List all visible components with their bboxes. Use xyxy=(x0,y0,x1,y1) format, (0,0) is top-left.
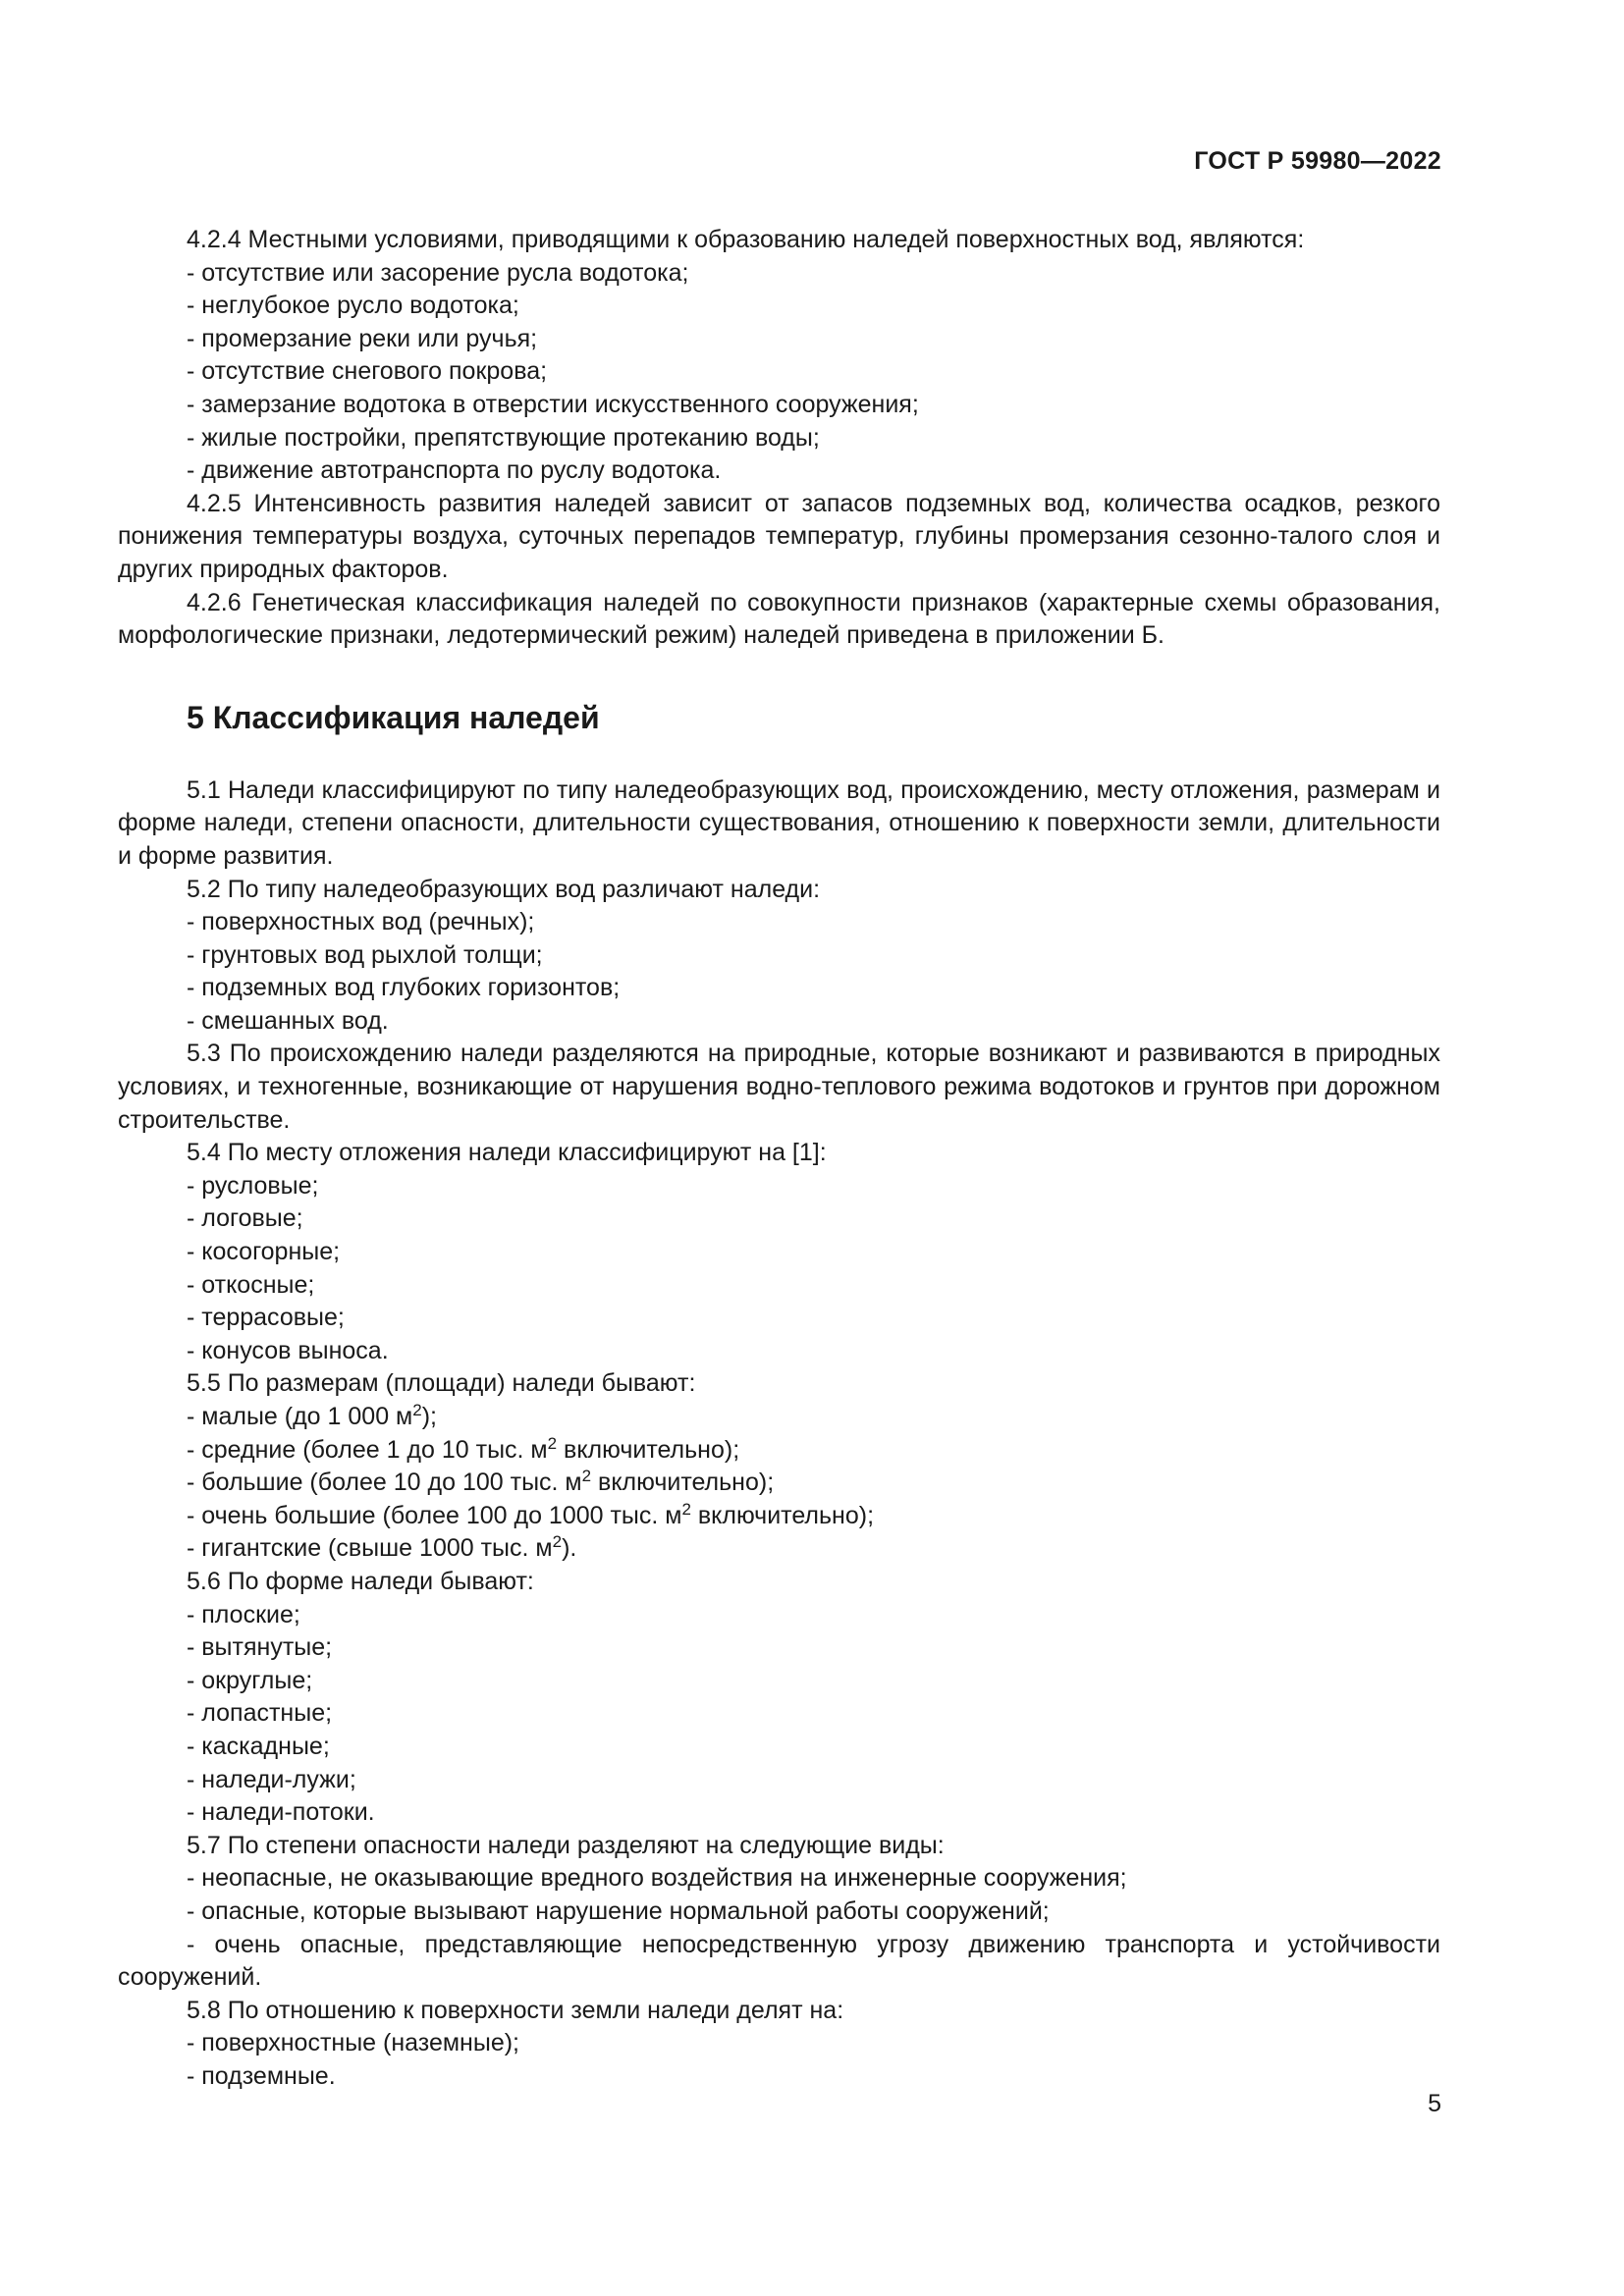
clause-5-2-intro: 5.2 По типу наледеобразующих вод различают наледи: xyxy=(187,875,821,903)
list-item: - поверхностных вод (речных); xyxy=(187,908,535,936)
list-item: - промерзание реки или ручья; xyxy=(187,324,538,352)
clause-5-7-intro: 5.7 По степени опасности наледи разделяют на следующие виды: xyxy=(187,1831,945,1859)
list-item: - вытянутые; xyxy=(187,1633,333,1662)
clause-4-2-6: 4.2.6 Генетическая классификация наледей по совокупности признаков (характерные схемы образования, морфологические признаки, ледотермический режим) наледей приведена в приложении Б. xyxy=(118,588,1440,650)
list-item: - очень большие (более 100 до 1000 тыс. $м^2$ включительно); xyxy=(187,1499,875,1529)
list-item: - смешанных вод. xyxy=(187,1006,389,1035)
list-item: - конусов выноса. xyxy=(187,1336,389,1364)
clause-5-5-intro: 5.5 По размерам (площади) наледи бывают: xyxy=(187,1369,696,1398)
clause-4-2-5: 4.2.5 Интенсивность развития наледей зависит от запасов подземных вод, количества осадков, резкого понижения температуры воздуха, суточных перепадов температур, глубины промерзания сезонно-талого слоя и других природных факторов. xyxy=(118,489,1440,583)
clause-4-2-4-intro: 4.2.4 Местными условиями, приводящими к образованию наледей поверхностных вод, являются: xyxy=(187,226,1305,253)
list-item: - грунтовых вод рыхлой толщи; xyxy=(187,940,543,969)
list-item: - неопасные, не оказывающие вредного воздействия на инженерные сооружения; xyxy=(187,1864,1127,1893)
list-item: - малые (до 1 000 $м^2$); xyxy=(187,1401,437,1430)
clause-5-8-intro: 5.8 По отношению к поверхности земли наледи делят на: xyxy=(187,1996,844,2024)
list-item: - округлые; xyxy=(187,1666,313,1694)
list-item: - лопастные; xyxy=(187,1699,333,1728)
list-item: - поверхностные (наземные); xyxy=(187,2029,520,2057)
page-number: 5 xyxy=(1428,2090,1441,2117)
section-5-title: 5 Классификация наледей xyxy=(187,699,600,735)
list-item: - подземных вод глубоких горизонтов; xyxy=(187,974,621,1002)
list-item: - средние (более 1 до 10 тыс. $м^2$ включительно); xyxy=(187,1433,740,1464)
list-item: - замерзание водотока в отверстии искусственного сооружения; xyxy=(187,390,919,418)
list-item: - движение автотранспорта по руслу водотока. xyxy=(187,456,722,485)
clause-5-4-intro: 5.4 По месту отложения наледи классифицируют на [1]: xyxy=(187,1139,827,1167)
list-item: - наледи-потоки. xyxy=(187,1798,375,1827)
list-item: - большие (более 10 до 100 тыс. $м^2$ включительно); xyxy=(187,1467,775,1497)
list-item: - наледи-лужи; xyxy=(187,1765,356,1793)
list-item: - подземные. xyxy=(187,2061,336,2090)
list-item: - отсутствие или засорение русла водотока; xyxy=(187,258,689,287)
document-body xyxy=(118,224,1440,2093)
list-item: - гигантские (свыше 1000 тыс. $м^2$). xyxy=(187,1532,577,1563)
list-item: - очень опасные, представляющие непосредственную угрозу движению транспорта и устойчивости сооружений. xyxy=(118,1930,1440,1992)
list-item: - плоские; xyxy=(187,1600,300,1629)
list-item: - косогорные; xyxy=(187,1238,341,1266)
list-item: - террасовые; xyxy=(187,1304,345,1332)
clause-5-1: 5.1 Наледи классифицируют по типу наледеобразующих вод, происхождению, месту отложения, размерам и форме наледи, степени опасности, длительности существования, отношению к поверхности земли, длительности и форме развития. xyxy=(118,775,1440,870)
list-item: - неглубокое русло водотока; xyxy=(187,292,519,320)
list-item: - логовые; xyxy=(187,1204,303,1233)
list-item: - жилые постройки, препятствующие протеканию воды; xyxy=(187,423,820,452)
standard-code-header: ГОСТ Р 59980—2022 xyxy=(1194,147,1441,175)
list-item: - каскадные; xyxy=(187,1732,330,1760)
list-item: - русловые; xyxy=(187,1171,319,1200)
list-item: - отсутствие снегового покрова; xyxy=(187,357,548,386)
clause-5-3: 5.3 По происхождению наледи разделяются на природные, которые возникают и развиваются в природных условиях, и техногенные, возникающие от нарушения водно-теплового режима водотоков и грунтов при дорожном строительстве. xyxy=(118,1040,1440,1134)
clause-5-6-intro: 5.6 По форме наледи бывают: xyxy=(187,1567,534,1595)
list-item: - откосные; xyxy=(187,1270,315,1299)
list-item: - опасные, которые вызывают нарушение нормальной работы сооружений; xyxy=(187,1896,1050,1925)
